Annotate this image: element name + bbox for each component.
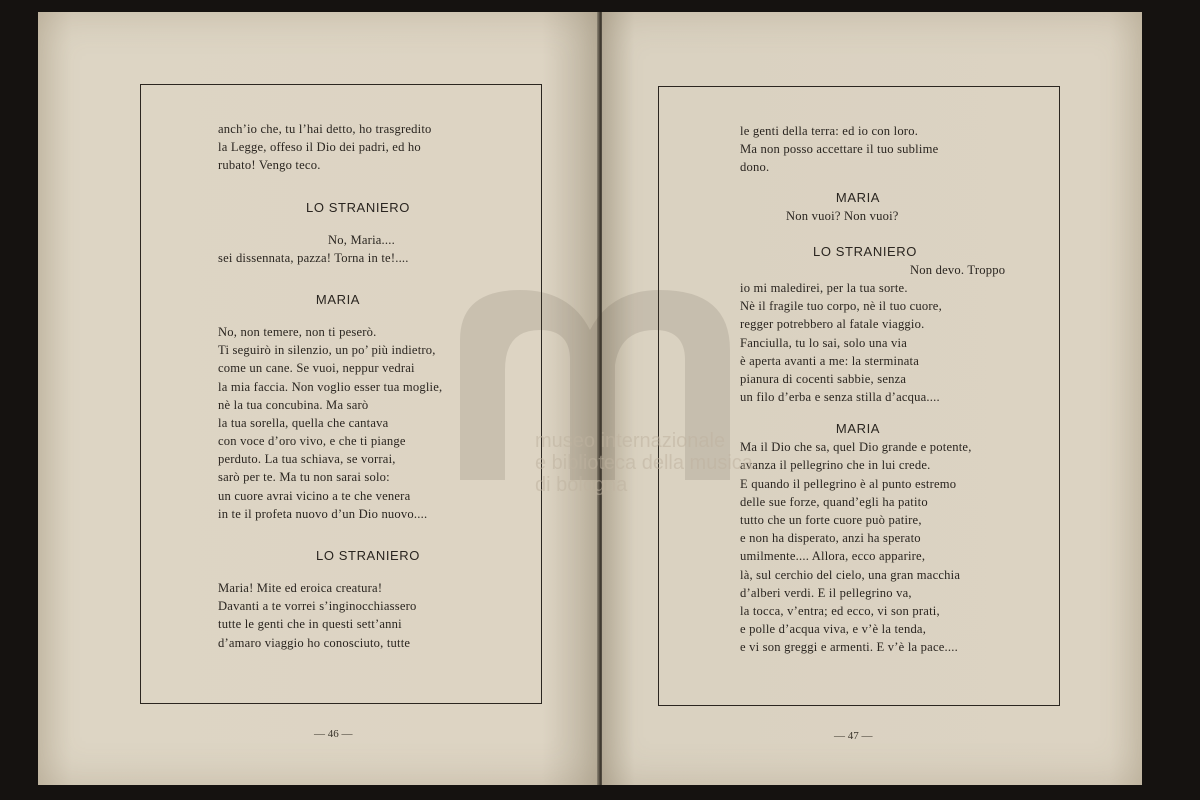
text-line: avanza il pellegrino che in lui crede. xyxy=(740,458,931,473)
watermark-line: e biblioteca della musica xyxy=(535,452,753,474)
text-line: Davanti a te vorrei s’inginocchiassero xyxy=(218,599,417,614)
text-line: un cuore avrai vicino a te che venera xyxy=(218,488,411,503)
text-line: la mia faccia. Non voglio esser tua moglie, xyxy=(218,379,443,394)
speaker-name: MARIA xyxy=(315,291,361,307)
text-line: Ma il Dio che sa, quel Dio grande e potente, xyxy=(740,440,972,455)
text-line: con voce d’oro vivo, e che ti piange xyxy=(218,434,406,449)
left-page xyxy=(38,12,598,785)
text-line: sei dissennata, pazza! Torna in te!.... xyxy=(218,250,409,265)
speaker-name: MARIA xyxy=(835,189,881,205)
text-line: regger potrebbero al fatale viaggio. xyxy=(740,317,925,332)
text-line: Non vuoi? Non vuoi? xyxy=(786,208,899,223)
text-line: è aperta avanti a me: la sterminata xyxy=(740,353,920,368)
text-line: anch’io che, tu l’hai detto, ho trasgredito xyxy=(218,122,432,136)
text-line: Ti seguirò in silenzio, un po’ più indietro, xyxy=(218,343,436,358)
text-line: come un cane. Se vuoi, neppur vedrai xyxy=(218,361,415,376)
text-line: tutte le genti che in questi sett’anni xyxy=(218,617,402,632)
text-line: e polle d’acqua viva, e v’è la tenda, xyxy=(740,622,927,637)
text-line: d’amaro viaggio ho conosciuto, tutte xyxy=(218,635,411,650)
text-line: la tua sorella, quella che cantava xyxy=(218,415,389,430)
text-line: delle sue forze, quand’egli ha patito xyxy=(740,494,928,509)
text-line: la tocca, v’entra; ed ecco, vi son prati, xyxy=(740,603,940,618)
text-line: un filo d’erba e senza stilla d’acqua.... xyxy=(740,390,940,405)
text-line: dono. xyxy=(740,160,770,175)
text-line: No, Maria.... xyxy=(328,232,395,247)
text-line: perduto. La tua schiava, se vorrai, xyxy=(218,452,396,467)
page-number: — 46 — xyxy=(314,728,353,740)
text-line: rubato! Vengo teco. xyxy=(218,158,321,173)
right-page-text xyxy=(740,122,1050,657)
text-line: E quando il pellegrino è al punto estremo xyxy=(740,476,957,491)
speaker-name: LO STRANIERO xyxy=(316,548,420,563)
text-line: Fanciulla, tu lo sai, solo una via xyxy=(740,335,907,350)
watermark-text xyxy=(535,430,753,496)
text-line: in te il profeta nuovo d’un Dio nuovo.... xyxy=(218,506,428,521)
text-line: Ma non posso accettare il tuo sublime xyxy=(740,142,939,157)
speaker-name: LO STRANIERO xyxy=(813,243,917,259)
watermark-line: di bologna xyxy=(535,474,628,496)
text-line: e vi son greggi e armenti. E v’è la pace.... xyxy=(740,640,958,655)
text-line: Nè il fragile tuo corpo, nè il tuo cuore, xyxy=(740,299,942,314)
text-line: No, non temere, non ti peserò. xyxy=(218,324,377,339)
page-number: — 47 — xyxy=(834,730,873,742)
left-page-text xyxy=(218,120,518,652)
text-line: sarò per te. Ma tu non sarai solo: xyxy=(218,470,390,485)
text-line: tutto che un forte cuore può patire, xyxy=(740,513,922,527)
text-line: nè la tua concubina. Ma sarò xyxy=(218,397,369,412)
right-page xyxy=(602,12,1142,785)
text-line: Maria! Mite ed eroica creatura! xyxy=(218,581,383,595)
text-line: e non ha disperato, anzi ha sperato xyxy=(740,531,921,546)
watermark-line: museo internazionale xyxy=(535,430,726,452)
text-line: le genti della terra: ed io con loro. xyxy=(740,124,919,138)
text-line: là, sul cerchio del cielo, una gran macchia xyxy=(740,567,961,582)
text-line: pianura di cocenti sabbie, senza xyxy=(740,371,907,386)
text-line: d’alberi verdi. E il pellegrino va, xyxy=(740,585,912,600)
text-line: umilmente.... Allora, ecco apparire, xyxy=(740,549,926,564)
text-line: io mi maledirei, per la tua sorte. xyxy=(740,280,908,295)
text-line: la Legge, offeso il Dio dei padri, ed ho xyxy=(218,140,421,155)
speaker-name: MARIA xyxy=(835,421,881,437)
speaker-name: LO STRANIERO xyxy=(306,199,410,215)
text-line: Non devo. Troppo xyxy=(910,262,1006,277)
